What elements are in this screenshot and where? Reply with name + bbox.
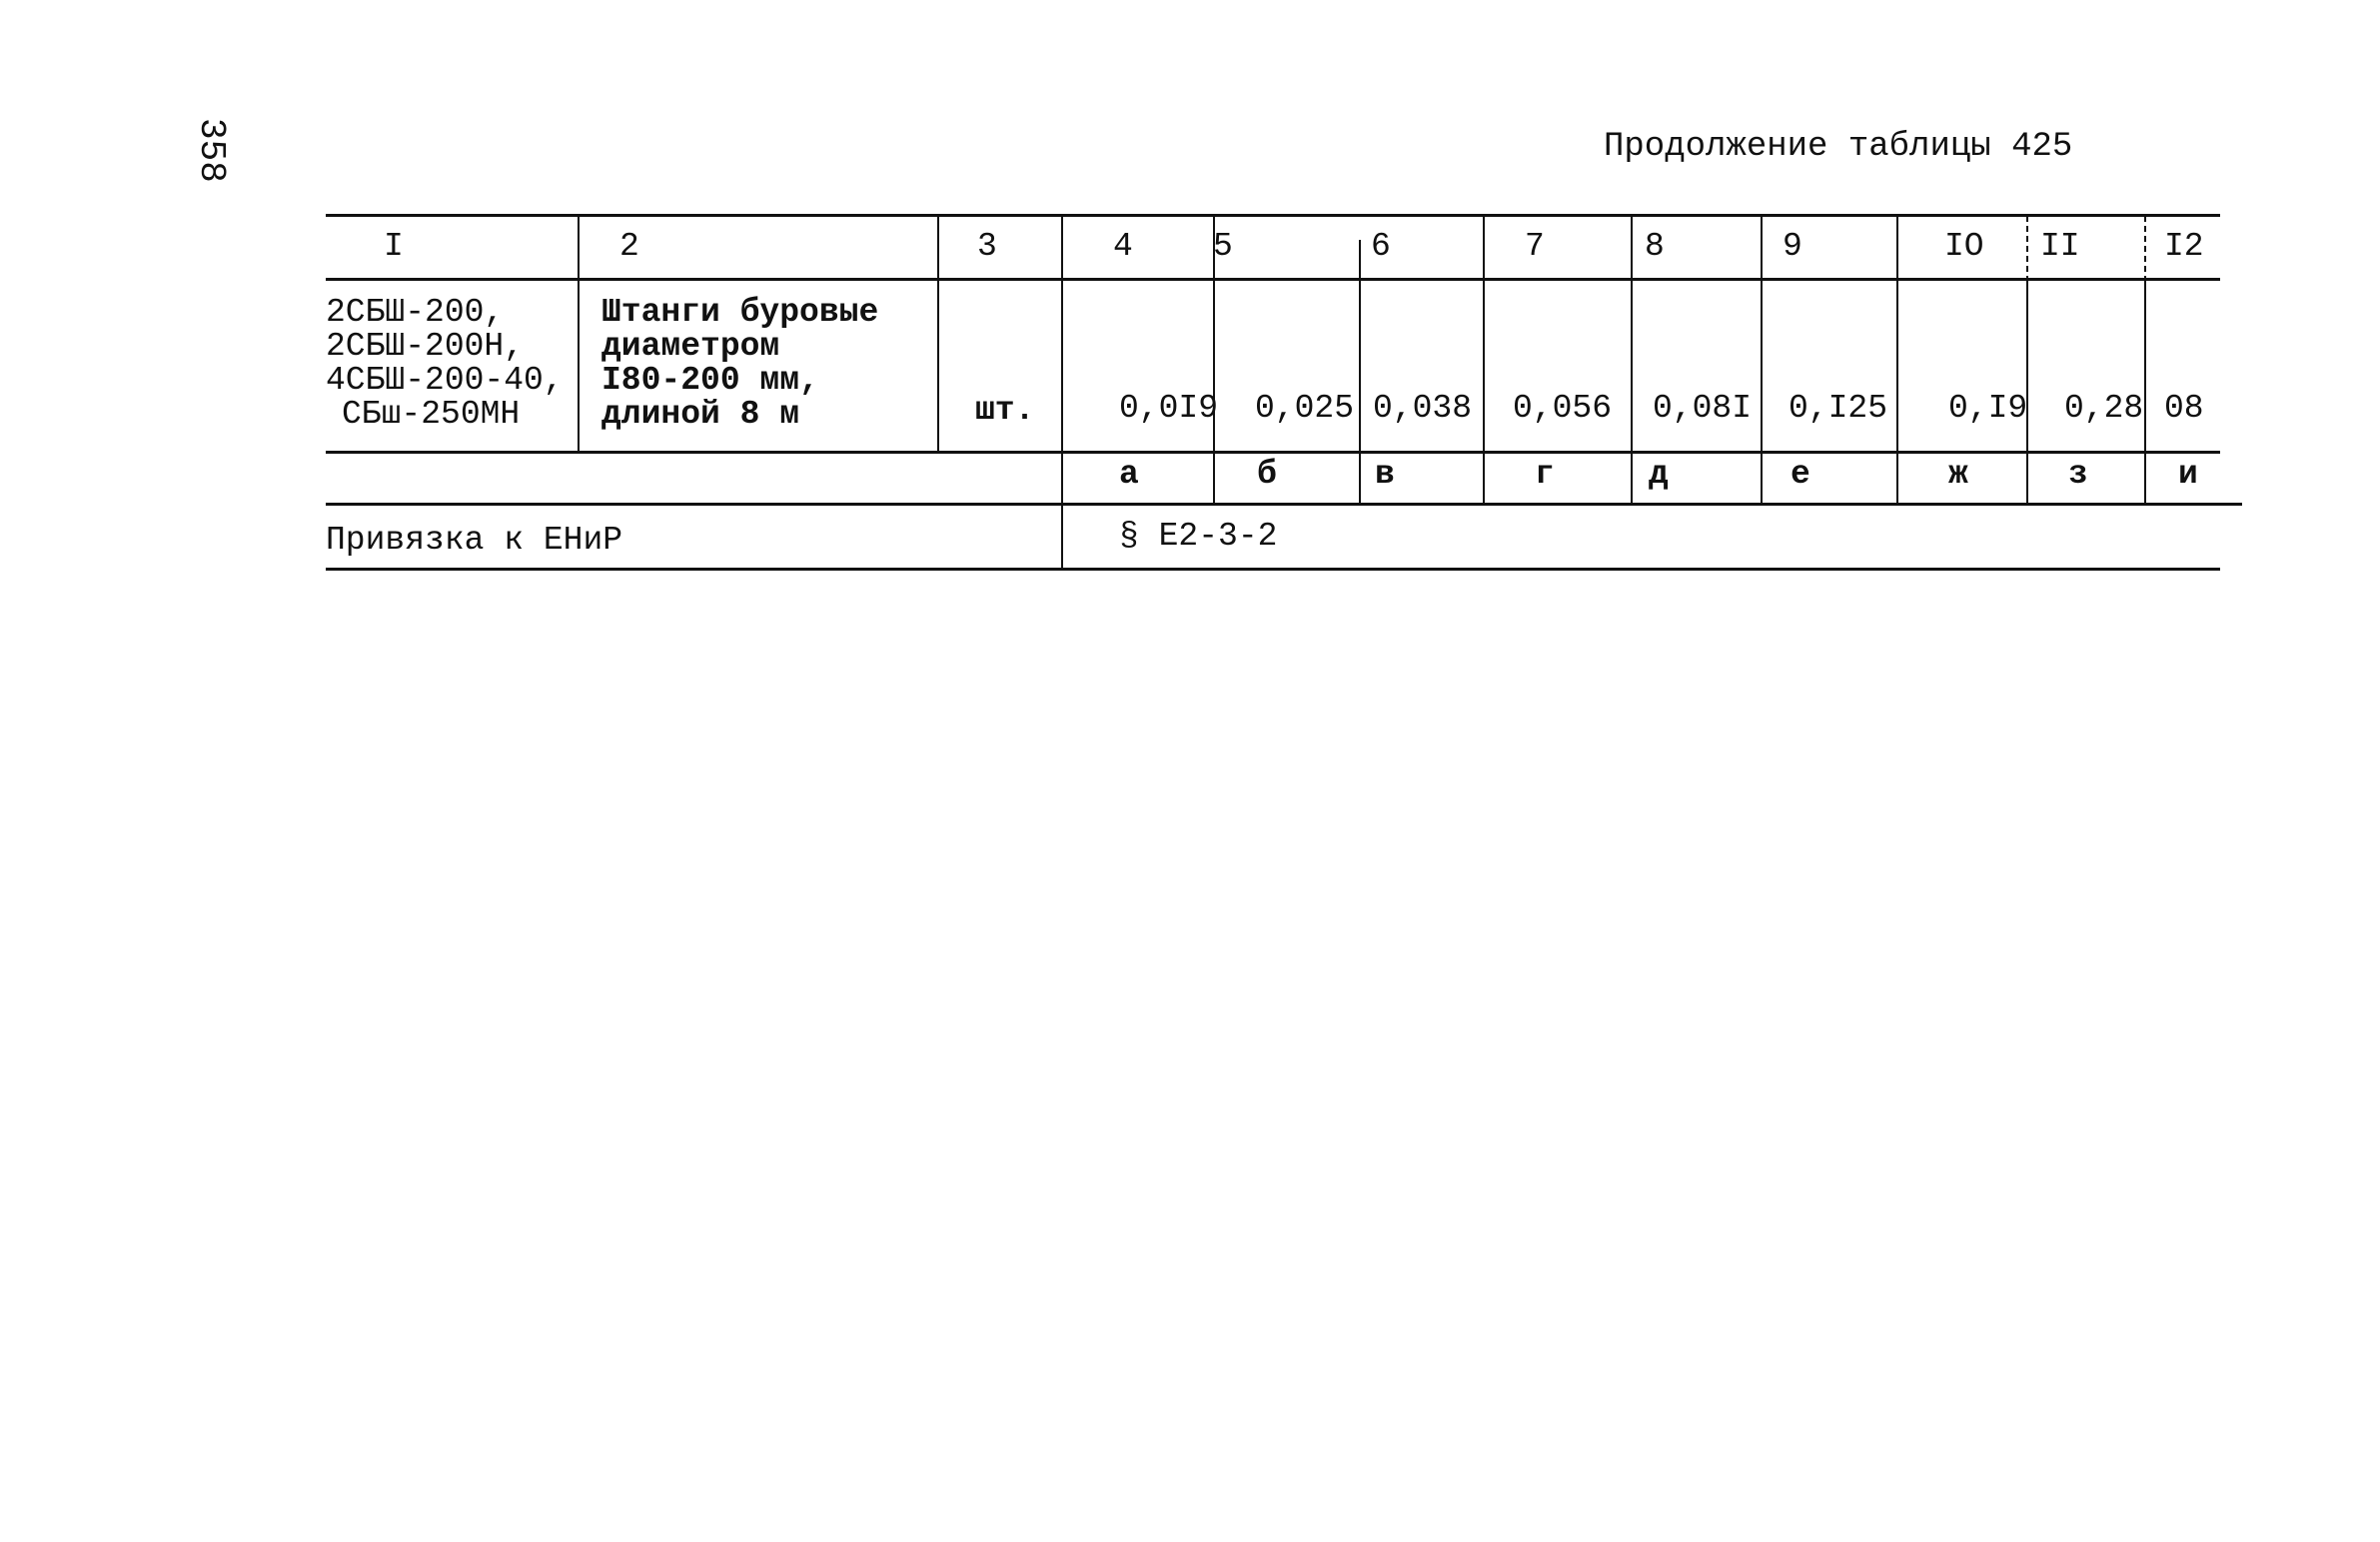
header-bottom-rule xyxy=(326,278,2220,281)
header-col-4: 4 xyxy=(1113,228,1133,265)
letter-col-8: д xyxy=(1649,456,1669,493)
letter-col-5: б xyxy=(1257,456,1277,493)
description-line: Штанги буровые xyxy=(601,294,879,331)
description-line: диаметром xyxy=(601,328,780,365)
col-divider xyxy=(1896,216,1898,504)
value-col-4: 0,0I9 xyxy=(1119,390,1219,427)
machine-item: СБш-250МН xyxy=(342,396,521,433)
row-bottom-rule xyxy=(326,451,2220,454)
value-col-6: 0,038 xyxy=(1373,390,1473,427)
header-col-5: 5 xyxy=(1213,228,1233,265)
letters-bottom-rule xyxy=(326,503,2242,506)
page-number: 358 xyxy=(191,118,232,183)
col-divider xyxy=(1061,216,1063,568)
letter-col-10: ж xyxy=(1948,456,1968,493)
header-col-3: 3 xyxy=(977,228,997,265)
letter-col-4: а xyxy=(1119,456,1139,493)
description-line: длиной 8 м xyxy=(601,396,800,433)
machine-item: 2СБШ-200, xyxy=(326,294,505,331)
unit-cell: шт. xyxy=(975,392,1035,429)
col-divider xyxy=(1761,216,1763,504)
col-divider xyxy=(2144,216,2146,278)
col-divider xyxy=(2144,278,2146,504)
header-col-8: 8 xyxy=(1645,228,1665,265)
header-col-12: I2 xyxy=(2164,228,2204,265)
table-top-rule xyxy=(326,214,2220,217)
value-col-5: 0,025 xyxy=(1255,390,1355,427)
header-col-1: I xyxy=(384,228,404,265)
table-bottom-rule xyxy=(326,568,2220,571)
col-divider xyxy=(937,216,939,452)
table-caption: Продолжение таблицы 425 xyxy=(1604,128,2073,166)
item-description xyxy=(601,296,878,432)
col-divider xyxy=(1631,216,1633,504)
machine-item: 2СБШ-200Н, xyxy=(326,328,525,365)
letter-col-12: и xyxy=(2178,456,2198,493)
col-divider xyxy=(1483,216,1485,504)
col-divider xyxy=(1359,240,1361,504)
value-col-9: 0,I25 xyxy=(1788,390,1888,427)
value-col-11: 0,28 xyxy=(2064,390,2144,427)
letter-col-9: е xyxy=(1790,456,1810,493)
header-col-7: 7 xyxy=(1525,228,1545,265)
machine-item: 4СБШ-200-40, xyxy=(326,362,564,399)
col-divider xyxy=(2026,216,2028,278)
header-col-2: 2 xyxy=(619,228,639,265)
description-line: I80-200 мм, xyxy=(601,362,819,399)
header-col-11: II xyxy=(2040,228,2080,265)
machine-list xyxy=(326,296,564,432)
header-col-9: 9 xyxy=(1783,228,1802,265)
value-col-12: 08 xyxy=(2164,390,2204,427)
header-col-6: 6 xyxy=(1371,228,1391,265)
col-divider xyxy=(578,216,580,452)
value-col-7: 0,056 xyxy=(1513,390,1613,427)
value-col-8: 0,08I xyxy=(1653,390,1753,427)
footer-reference: § Е2-3-2 xyxy=(1119,518,1278,555)
letter-col-7: г xyxy=(1535,456,1555,493)
value-col-10: 0,I9 xyxy=(1948,390,2028,427)
footer-label: Привязка к ЕНиР xyxy=(326,522,623,559)
letter-col-11: з xyxy=(2068,456,2088,493)
letter-col-6: в xyxy=(1375,456,1395,493)
header-col-10: IO xyxy=(1944,228,1984,265)
